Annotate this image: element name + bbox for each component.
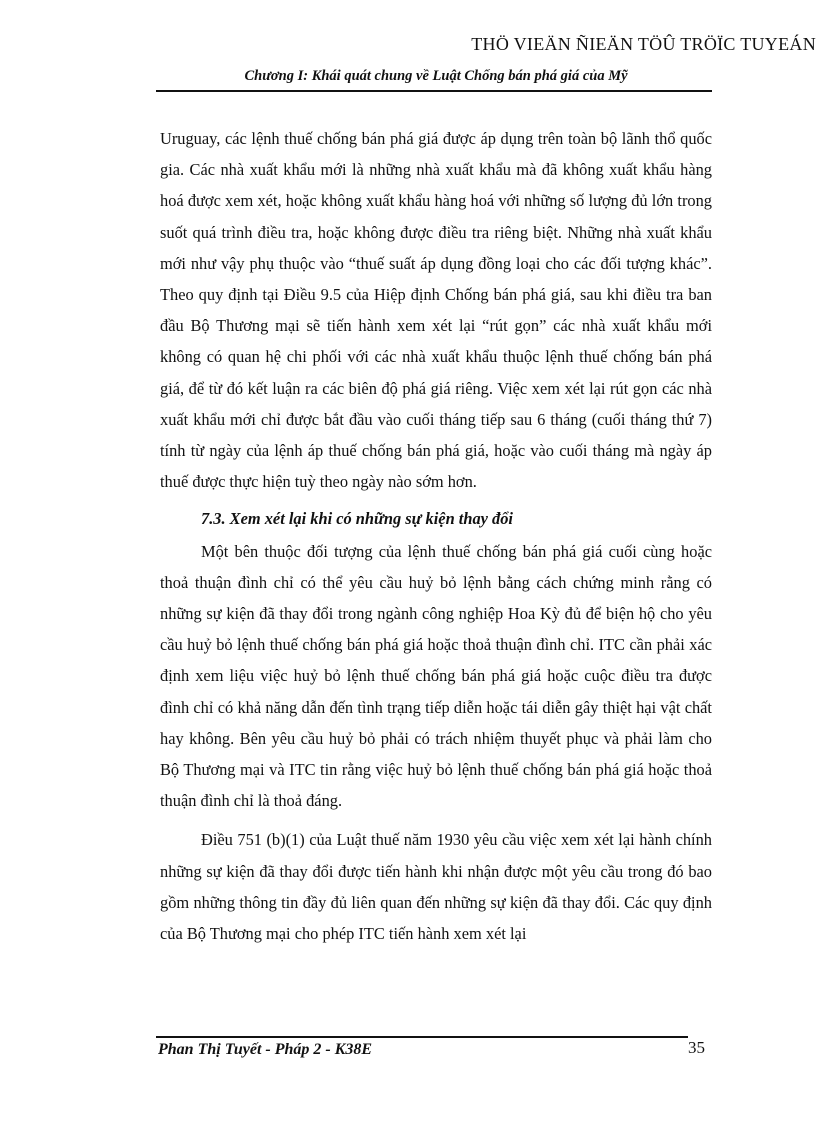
body-paragraph: Một bên thuộc đối tượng của lệnh thuế chống bán phá giá cuối cùng hoặc thoả thuận đình chỉ có thể yêu cầu huỷ bỏ lệnh bằng cách chứng minh rằng có những sự kiện đã thay đổi trong ngành công nghiệp Hoa Kỳ đủ để biện hộ cho yêu cầu huỷ bỏ lệnh thuế chống bán phá giá hoặc thoả thuận đình chỉ. ITC cần phải xác định xem liệu việc huỷ bỏ lệnh thuế chống bán phá giá hoặc cuộc điều tra được đình chỉ có khả năng dẫn đến tình trạng tiếp diễn hoặc tái diễn gây thiệt hại vật chất hay không. Bên yêu cầu huỷ bỏ phải có trách nhiệm thuyết phục và phải làm cho Bộ Thương mại và ITC tin rằng việc huỷ bỏ lệnh thuế chống bán phá giá hoặc thoả thuận đình chỉ là thoả đáng.	[160, 541, 712, 811]
footer-divider	[156, 1036, 688, 1038]
running-header-title: Chương I: Khái quát chung về Luật Chống bán phá giá của Mỹ	[244, 68, 628, 84]
body-paragraph: Uruguay, các lệnh thuế chống bán phá giá được áp dụng trên toàn bộ lãnh thổ quốc gia. Các nhà xuất khẩu mới là những nhà xuất khẩu mà đã không xuất khẩu hàng hoá được xem xét, hoặc không xuất khẩu hàng hoá với những số lượng đủ lớn trong suốt quá trình điều tra, hoặc không được điều tra riêng biệt. Những nhà xuất khẩu mới như vậy phụ thuộc vào “thuế suất áp dụng đồng loại cho các đối tượng khác”. Theo quy định tại Điều 9.5 của Hiệp định Chống bán phá giá, sau khi điều tra ban đầu Bộ Thương mại sẽ tiến hành xem xét lại “rút gọn” các nhà xuất khẩu mới không có quan hệ chi phối với các nhà xuất khẩu thuộc lệnh thuế chống bán phá giá, để từ đó kết luận ra các biên độ phá giá riêng. Việc xem xét lại rút gọn các nhà xuất khẩu mới chỉ được bắt đầu vào cuối tháng tiếp sau 6 tháng (cuối tháng thứ 7) tính từ ngày của lệnh áp thuế chống bán phá giá, hoặc vào cuối tháng mà ngày áp thuế được thực hiện tuỳ theo ngày nào sớm hơn.	[160, 129, 712, 492]
header-divider	[156, 90, 712, 92]
section-heading: 7.3. Xem xét lại khi có những sự kiện thay đổi	[201, 509, 513, 529]
footer-author: Phan Thị Tuyết - Pháp 2 - K38E	[158, 1041, 373, 1058]
body-paragraph: Điều 751 (b)(1) của Luật thuế năm 1930 yêu cầu việc xem xét lại hành chính những sự kiện đã thay đổi được tiến hành khi nhận được một yêu cầu trong đó bao gồm những thông tin đầy đủ liên quan đến những sự kiện đã thay đổi. Các quy định của Bộ Thương mại cho phép ITC tiến hành xem xét lại	[160, 830, 712, 944]
page-body	[160, 123, 712, 949]
page-number: 35	[688, 1038, 705, 1057]
watermark-text: THÖ VIEÄN ÑIEÄN TÖÛ TRÖÏC TUYEÁN	[471, 34, 816, 54]
